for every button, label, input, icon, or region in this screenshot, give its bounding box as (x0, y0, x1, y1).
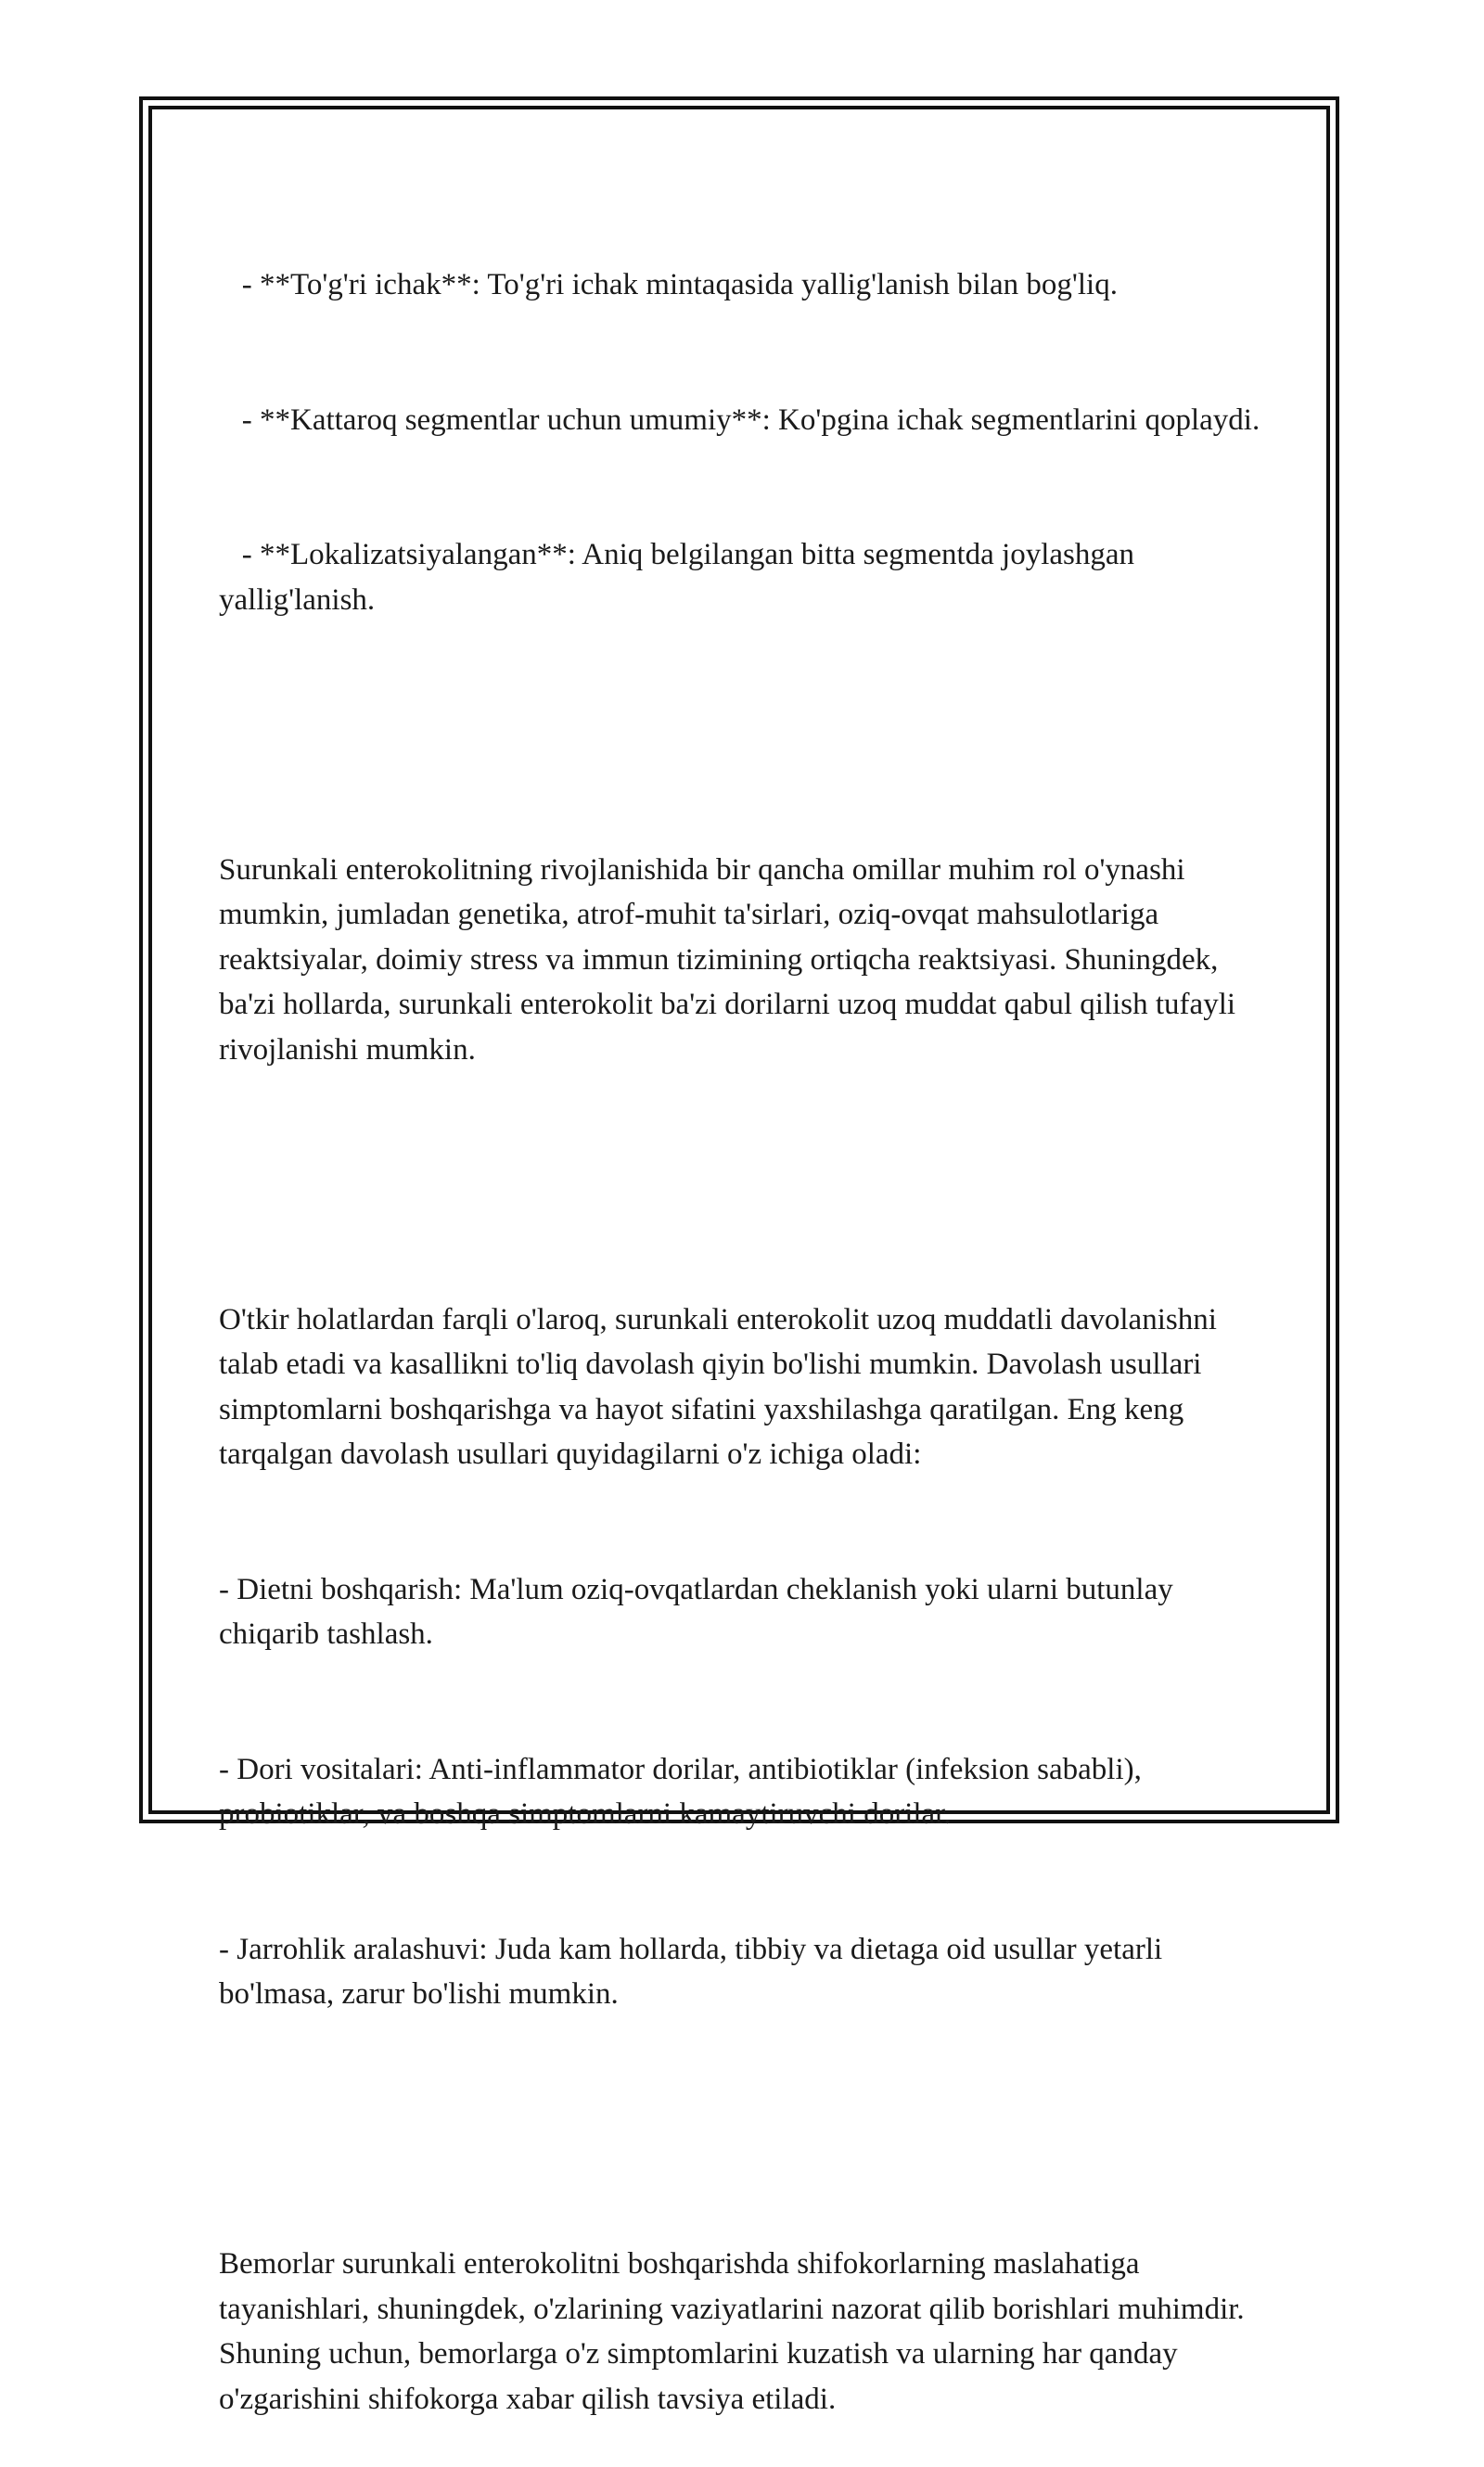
bullet-item: - **To'g'ri ichak**: To'g'ri ichak mintaqasida yallig'lanish bilan bog'liq. (219, 268, 1118, 301)
paragraph: Surunkali enterokolitning rivojlanishida bir qancha omillar muhim rol o'ynashi mumkin, jumladan genetika, atrof-muhit ta'sirlari, oziq-ovqat mahsulotlariga reaktsiyalar, doimiy stress va immun tizimining ortiqcha reaktsiyasi. Shuningdek, ba'zi hollarda, surunkali enterokolit ba'zi dorilarni uzoq muddat qabul qilish tufayli rivojlanishi mumkin. (219, 852, 1244, 1067)
paragraph-gap (219, 2107, 1276, 2153)
list-item: - Dietni boshqarish: Ma'lum oziq-ovqatlardan cheklanish yoki ularni butunlay chiqarib tashlash. (219, 1572, 1181, 1651)
list-item: - Dori vositalari: Anti-inflammator dorilar, antibiotiklar (infeksion sababli), probiotiklar, va boshqa simptomlarni kamaytiruvchi dorilar. (219, 1752, 1150, 1831)
bullet-item: - **Lokalizatsiyalangan**: Aniq belgilangan bitta segmentda joylashgan yallig'lanish. (219, 538, 1143, 617)
paragraph: Bemorlar surunkali enterokolitni boshqarishda shifokorlarning maslahatiga tayanishlari, shuningdek, o'zlarining vaziyatlarini nazorat qilib borishlari muhimdir. Shuning uchun, bemorlarga o'z simptomlarini kuzatish va ularning har qanday o'zgarishini shifokorga xabar qilish tavsiya etiladi. (219, 2247, 1252, 2416)
paragraph: O'tkir holatlardan farqli o'laroq, surunkali enterokolit uzoq muddatli davolanishni talab etadi va kasallikni to'liq davolash qiyin bo'lishi mumkin. Davolash usullari simptomlarni boshqarishga va hayot sifatini yaxshilashga qaratilgan. Eng keng tarqalgan davolash usullari quyidagilarni o'z ichiga oladi: (219, 1302, 1225, 1471)
bullet-item: - **Kattaroq segmentlar uchun umumiy**: Ko'pgina ichak segmentlarini qoplaydi. (219, 403, 1260, 437)
list-item: - Jarrohlik aralashuvi: Juda kam hollarda, tibbiy va dietaga oid usullar yetarli bo'lmasa, zarur bo'lishi mumkin. (219, 1932, 1171, 2011)
paragraph-gap (219, 712, 1276, 758)
document-body (219, 173, 1276, 2467)
paragraph-gap (219, 1162, 1276, 1208)
